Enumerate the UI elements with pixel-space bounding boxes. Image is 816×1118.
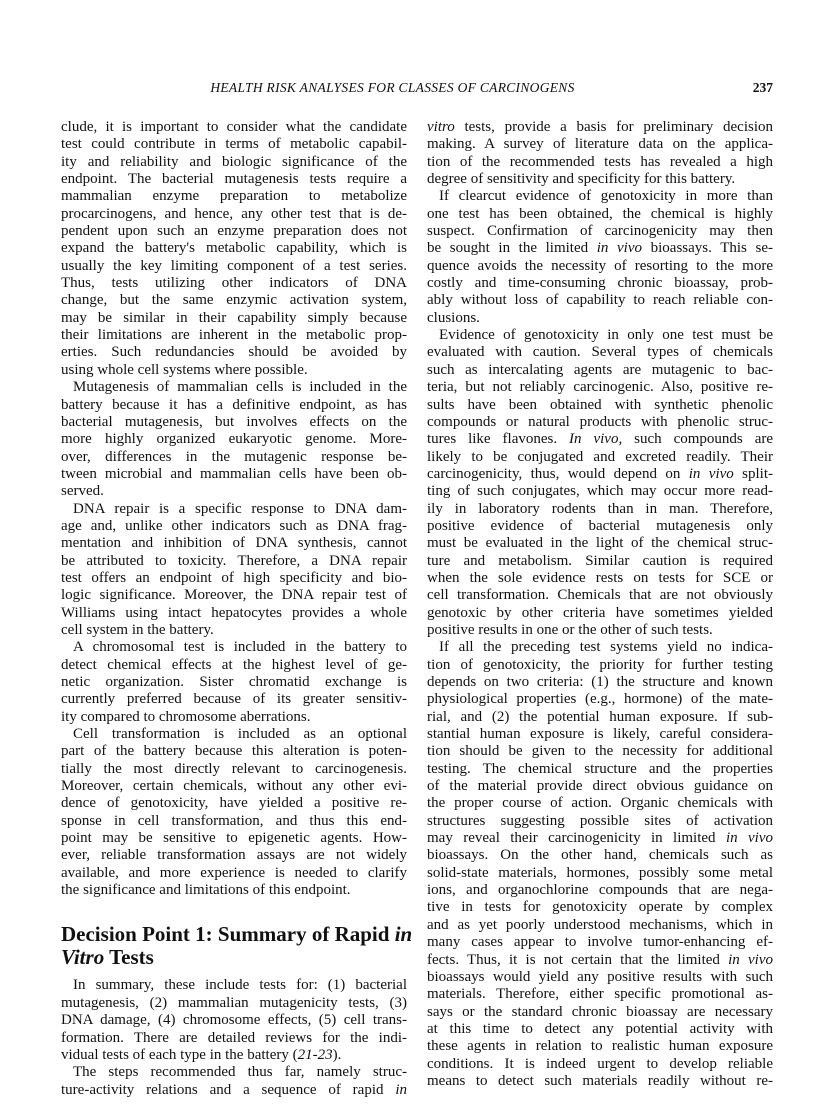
text-run: may be similar in their capability simply because bbox=[61, 309, 407, 326]
italic-text: in vivo bbox=[596, 240, 643, 257]
text-run: ity compared to chromosome aberrations. bbox=[61, 708, 311, 725]
text-run: mutagenesis, (2) mammalian mutagenicity tests, (3) bbox=[61, 994, 407, 1011]
text-run: If all the preceding test systems yield no indica- bbox=[439, 639, 773, 656]
text-run: rial, and (2) the potential human exposure. If sub- bbox=[427, 708, 773, 725]
text-line bbox=[61, 946, 407, 969]
text-run: materials. Therefore, either specific promotional as- bbox=[427, 986, 773, 1003]
text-run: physiological properties (e.g., hormone) of the mate- bbox=[427, 691, 773, 708]
text-line bbox=[427, 414, 773, 431]
text-line bbox=[427, 1004, 773, 1021]
text-line bbox=[61, 605, 407, 622]
right-column bbox=[427, 119, 773, 1090]
text-line bbox=[427, 483, 773, 500]
text-run: fects. Thus, it is not certain that the limited bbox=[427, 951, 729, 968]
text-run: bioassays would yield any positive results with such bbox=[427, 968, 773, 985]
text-run: such compounds are bbox=[622, 431, 774, 448]
text-line bbox=[61, 691, 407, 708]
text-line bbox=[61, 1082, 407, 1099]
text-line bbox=[61, 995, 407, 1012]
text-run: using whole cell systems where possible. bbox=[61, 361, 308, 378]
text-line bbox=[427, 275, 773, 292]
text-run: tion should be given to the necessity for additional bbox=[427, 743, 773, 760]
text-run: available, and more experience is needed to clarify bbox=[61, 864, 407, 881]
text-line bbox=[427, 206, 773, 223]
text-line bbox=[427, 570, 773, 587]
text-run: ting of such conjugates, which may occur more read- bbox=[427, 483, 773, 500]
text-run: sponse in cell transformation, and thus this end- bbox=[61, 812, 407, 829]
text-run: bacterial mutagenesis, but involves effects on the bbox=[61, 413, 407, 430]
text-line bbox=[427, 292, 773, 309]
text-line bbox=[427, 188, 773, 205]
text-line bbox=[427, 605, 773, 622]
text-line bbox=[61, 154, 407, 171]
text-run: depends on two criteria: (1) the structure and known bbox=[427, 674, 773, 690]
paragraph bbox=[427, 188, 773, 327]
text-line bbox=[61, 761, 407, 778]
text-line bbox=[61, 977, 407, 994]
text-line bbox=[61, 622, 407, 639]
text-line bbox=[427, 691, 773, 708]
text-run: may reveal their carcinogenicity in limited bbox=[427, 830, 726, 847]
text-line bbox=[427, 795, 773, 812]
text-run: split- bbox=[733, 465, 774, 482]
text-run: more highly organized eukaryotic genome. More- bbox=[61, 431, 407, 448]
text-line bbox=[61, 587, 407, 604]
text-run: such as intercalating agents are mutagenic to bac- bbox=[427, 361, 773, 378]
paragraph bbox=[61, 379, 407, 500]
text-run: age and, unlike other indicators such as DNA frag- bbox=[61, 517, 407, 534]
text-line bbox=[427, 986, 773, 1003]
text-run: Williams using intact hepatocytes provides a whole bbox=[61, 604, 407, 621]
text-run: ever, reliable transformation assays are not widely bbox=[61, 847, 407, 864]
text-run: many cases appear to involve tumor-enhancing ef- bbox=[427, 934, 773, 951]
text-run: netic organization. Sister chromatid exchange is bbox=[61, 674, 407, 690]
text-run: genotoxic by other criteria have sometimes yielded bbox=[427, 604, 773, 621]
text-run: A chromosomal test is included in the battery to bbox=[73, 639, 407, 656]
text-run: In summary, these include tests for: (1) bacterial bbox=[73, 977, 407, 994]
text-run: procarcinogens, and hence, any other test that is de- bbox=[61, 205, 407, 222]
text-run: compounds or natural products with phenolic struc- bbox=[427, 413, 773, 430]
text-line bbox=[427, 882, 773, 899]
text-run: ity and reliability and biologic significance of the bbox=[61, 153, 407, 170]
text-line bbox=[61, 847, 407, 864]
text-run: DNA repair is a specific response to DNA dam- bbox=[73, 500, 407, 517]
text-line bbox=[427, 431, 773, 448]
text-line bbox=[61, 483, 407, 500]
text-line bbox=[61, 1030, 407, 1047]
text-run: carcinogenicity, thus, would depend on bbox=[427, 465, 689, 482]
text-run: be sought in the limited bbox=[427, 240, 597, 257]
italic-text: in vivo bbox=[728, 951, 773, 968]
text-run: ions, and organochlorine compounds that are nega- bbox=[427, 882, 773, 899]
text-run: tion of the recommended tests has revealed a high bbox=[427, 153, 773, 170]
text-run: formation. There are detailed reviews for the indi- bbox=[61, 1029, 407, 1046]
text-line bbox=[427, 501, 773, 518]
text-run: bioassays. On the other hand, chemicals such as bbox=[427, 847, 773, 864]
text-line bbox=[427, 379, 773, 396]
text-run: If clearcut evidence of genotoxicity in more than bbox=[439, 188, 773, 205]
text-run: ture and metabolism. Similar caution is required bbox=[427, 552, 773, 569]
text-run: cell system in the battery. bbox=[61, 621, 214, 638]
text-line bbox=[427, 327, 773, 344]
text-line bbox=[427, 258, 773, 275]
text-line bbox=[61, 674, 407, 691]
running-title: HEALTH RISK ANALYSES FOR CLASSES OF CARCINOGENS bbox=[210, 80, 575, 95]
italic-text: in vivo bbox=[688, 465, 734, 482]
text-line bbox=[427, 310, 773, 327]
text-line bbox=[427, 830, 773, 847]
text-run: at this time to detect any potential activity with bbox=[427, 1020, 773, 1037]
text-run: sults have been obtained with synthetic phenolic bbox=[427, 396, 773, 413]
italic-text: in bbox=[395, 1081, 407, 1098]
running-header bbox=[62, 80, 773, 98]
text-run: ture-activity relations and a sequence of rapid bbox=[61, 1081, 396, 1098]
text-line bbox=[61, 882, 407, 899]
text-line bbox=[427, 743, 773, 760]
paragraph bbox=[427, 639, 773, 1090]
text-run: erties. Such redundancies should be avoided by bbox=[61, 344, 407, 361]
text-line bbox=[61, 813, 407, 830]
text-line bbox=[427, 136, 773, 153]
text-run: structures suggesting possible sites of activation bbox=[427, 812, 773, 829]
text-run: testing. The chemical structure and the properties bbox=[427, 760, 773, 777]
text-run: positive evidence of bacterial mutagenesis only bbox=[427, 517, 773, 534]
text-run: suspect. Confirmation of carcinogenicity may then bbox=[427, 223, 773, 240]
text-line bbox=[427, 119, 773, 136]
text-run: dence of genotoxicity, have yielded a positive re- bbox=[61, 795, 407, 812]
text-run: quence avoids the necessity of resorting to the more bbox=[427, 257, 773, 274]
text-line bbox=[427, 952, 773, 969]
text-run: DNA damage, (4) chromosome effects, (5) cell trans- bbox=[61, 1012, 407, 1029]
paragraph bbox=[61, 501, 407, 640]
paragraph bbox=[61, 1064, 407, 1099]
text-run: and as yet poorly understood mechanisms, which in bbox=[427, 916, 773, 933]
text-run: says or the standard chronic bioassay are necessary bbox=[427, 1003, 773, 1020]
text-run: positive results in one or the other of such tests. bbox=[427, 621, 713, 638]
text-line bbox=[427, 917, 773, 934]
page-number: 237 bbox=[752, 80, 773, 95]
text-line bbox=[427, 865, 773, 882]
text-line bbox=[61, 310, 407, 327]
left-column bbox=[61, 119, 413, 1099]
text-run: Mutagenesis of mammalian cells is included in the bbox=[73, 379, 407, 396]
text-run: ). bbox=[332, 1046, 342, 1063]
text-line bbox=[427, 761, 773, 778]
text-line bbox=[427, 657, 773, 674]
text-run: ably without loss of capability to reach reliable con- bbox=[427, 292, 773, 309]
text-line bbox=[61, 119, 407, 136]
text-run: Cell transformation is included as an optional bbox=[73, 726, 407, 743]
text-line bbox=[61, 865, 407, 882]
text-run: ily in laboratory rodents than in man. Therefore, bbox=[427, 500, 773, 517]
text-line bbox=[61, 292, 407, 309]
text-line bbox=[61, 1064, 407, 1081]
text-line bbox=[427, 934, 773, 951]
text-line bbox=[427, 344, 773, 361]
text-run: Evidence of genotoxicity in only one test must be bbox=[439, 327, 773, 344]
text-run: likely to be conjugated and excreted readily. Their bbox=[427, 448, 773, 465]
text-run: Thus, tests utilizing other indicators of DNA bbox=[61, 275, 407, 292]
text-run: detect chemical effects at the highest level of ge- bbox=[61, 656, 407, 673]
text-run: mammalian enzyme preparation to metabolize bbox=[61, 188, 407, 205]
text-line bbox=[427, 639, 773, 656]
text-line bbox=[427, 587, 773, 604]
text-run: mentation and inhibition of DNA synthesis, cannot bbox=[61, 535, 407, 552]
text-line bbox=[61, 570, 407, 587]
text-line bbox=[427, 622, 773, 639]
text-run: tion of genotoxicity, the priority for further testing bbox=[427, 656, 773, 673]
text-line bbox=[61, 743, 407, 760]
text-run: making. A survey of literature data on the applica- bbox=[427, 136, 773, 153]
text-line bbox=[427, 778, 773, 795]
text-run: part of the battery because this alteration is poten- bbox=[61, 743, 407, 760]
text-line bbox=[61, 397, 407, 414]
text-run: change, but the same enzymic activation system, bbox=[61, 292, 407, 309]
text-line bbox=[61, 518, 407, 535]
text-run: vidual tests of each type in the battery ( bbox=[61, 1046, 298, 1063]
text-line bbox=[61, 535, 407, 552]
text-line bbox=[427, 709, 773, 726]
text-line bbox=[61, 639, 407, 656]
text-run: clusions. bbox=[427, 309, 480, 326]
text-run: teria, but not reliably carcinogenic. Also, positive re- bbox=[427, 379, 773, 396]
text-run: conditions. It is indeed urgent to develop reliable bbox=[427, 1055, 773, 1072]
text-line bbox=[61, 449, 407, 466]
text-run: Tests bbox=[104, 945, 154, 970]
text-run: these agents in relation to realistic human exposure bbox=[427, 1038, 773, 1055]
section-heading bbox=[61, 922, 413, 970]
text-line bbox=[61, 922, 413, 947]
italic-text: Vitro bbox=[61, 945, 105, 970]
text-run: test offers an endpoint of high specificity and bio- bbox=[61, 569, 407, 586]
text-run: tests, provide a basis for preliminary decision bbox=[454, 119, 773, 135]
text-line bbox=[61, 240, 407, 257]
text-line bbox=[427, 1073, 773, 1090]
text-line bbox=[61, 171, 407, 188]
text-run: means to detect such materials readily without re- bbox=[427, 1072, 773, 1089]
text-line bbox=[61, 206, 407, 223]
text-line bbox=[427, 518, 773, 535]
text-run: Moreover, certain chemicals, without any other evi- bbox=[61, 778, 407, 795]
italic-text: vitro bbox=[427, 119, 455, 135]
paragraph bbox=[61, 119, 407, 379]
text-run: tive in tests for genotoxicity operate by complex bbox=[427, 899, 773, 916]
text-line bbox=[61, 657, 407, 674]
text-line bbox=[61, 553, 407, 570]
text-run: bioassays. This se- bbox=[642, 240, 773, 257]
text-run: when the sole evidence rests on tests for SCE or bbox=[427, 569, 773, 586]
italic-text: in vivo bbox=[725, 830, 773, 847]
text-line bbox=[61, 136, 407, 153]
text-line bbox=[61, 830, 407, 847]
text-line bbox=[61, 778, 407, 795]
text-run: pendent upon such an enzyme preparation does not bbox=[61, 223, 407, 240]
text-line bbox=[427, 1021, 773, 1038]
text-run: stantial human exposure is likely, careful considera- bbox=[427, 726, 773, 743]
text-run: The steps recommended thus far, namely struc- bbox=[73, 1064, 407, 1081]
paragraph bbox=[61, 977, 407, 1064]
italic-text: in bbox=[394, 922, 413, 947]
text-run: evaluated with caution. Several types of chemicals bbox=[427, 344, 773, 361]
text-line bbox=[427, 535, 773, 552]
text-run: must be evaluated in the light of the chemical struc- bbox=[427, 535, 773, 552]
text-line bbox=[427, 466, 773, 483]
text-line bbox=[61, 258, 407, 275]
text-run: the significance and limitations of this endpoint. bbox=[61, 882, 351, 899]
text-run: currently preferred because of its greater sensitiv- bbox=[61, 691, 407, 708]
text-line bbox=[61, 709, 407, 726]
text-run: of the material provide direct obvious guidance on bbox=[427, 778, 773, 795]
text-run: one test has been obtained, the chemical is highly bbox=[427, 205, 773, 222]
paragraph bbox=[427, 119, 773, 188]
text-line bbox=[61, 362, 407, 379]
italic-text: 21-23 bbox=[297, 1046, 333, 1063]
text-run: served. bbox=[61, 483, 104, 500]
text-line bbox=[427, 899, 773, 916]
text-run: battery because it has a definitive endpoint, as has bbox=[61, 396, 407, 413]
text-line bbox=[427, 553, 773, 570]
text-run: endpoint. The bacterial mutagenesis tests require a bbox=[61, 171, 407, 188]
text-line bbox=[427, 1056, 773, 1073]
text-run: clude, it is important to consider what the candidate bbox=[61, 119, 407, 135]
text-run: test could contribute in terms of metabolic capabil- bbox=[61, 136, 407, 153]
paragraph bbox=[427, 327, 773, 639]
text-run: their limitations are inherent in the metabolic prop- bbox=[61, 327, 407, 344]
text-line bbox=[427, 362, 773, 379]
text-line bbox=[427, 969, 773, 986]
text-line bbox=[427, 847, 773, 864]
text-line bbox=[427, 813, 773, 830]
text-run: cell transformation. Chemicals that are not obviously bbox=[427, 587, 773, 604]
text-run: expand the battery's metabolic capability, which is bbox=[61, 240, 407, 257]
text-line bbox=[427, 726, 773, 743]
text-run: over, differences in the mutagenic response be- bbox=[61, 448, 407, 465]
text-line bbox=[61, 344, 407, 361]
text-run: tially the most directly relevant to carcinogenesis. bbox=[61, 760, 407, 777]
text-line bbox=[61, 466, 407, 483]
paragraph bbox=[61, 639, 407, 726]
text-line bbox=[61, 726, 407, 743]
text-run: tures like flavones. bbox=[427, 431, 570, 448]
text-line bbox=[61, 223, 407, 240]
paragraph bbox=[61, 726, 407, 899]
text-line bbox=[61, 1012, 407, 1029]
text-run: degree of sensitivity and specificity for this battery. bbox=[427, 171, 736, 188]
text-line bbox=[61, 379, 407, 396]
text-line bbox=[61, 431, 407, 448]
text-line bbox=[61, 795, 407, 812]
text-line bbox=[427, 449, 773, 466]
text-run: point may be sensitive to epigenetic agents. How- bbox=[61, 830, 407, 847]
text-run: logic significance. Moreover, the DNA repair test of bbox=[61, 587, 407, 604]
text-run: be attributed to toxicity. Therefore, a DNA repair bbox=[61, 552, 407, 569]
text-line bbox=[427, 1038, 773, 1055]
text-line bbox=[61, 327, 407, 344]
text-line bbox=[427, 397, 773, 414]
text-run: the proper course of action. Organic chemicals with bbox=[427, 795, 773, 812]
text-line bbox=[61, 414, 407, 431]
text-run: tween microbial and mammalian cells have been ob- bbox=[61, 465, 407, 482]
text-line bbox=[61, 1047, 407, 1064]
text-line bbox=[61, 188, 407, 205]
text-line bbox=[427, 223, 773, 240]
text-line bbox=[427, 240, 773, 257]
text-line bbox=[427, 154, 773, 171]
text-run: Decision Point 1: Summary of Rapid bbox=[61, 922, 395, 947]
text-run: usually the key limiting component of a test series. bbox=[61, 257, 407, 274]
text-run: solid-state materials, hormones, possibly some metal bbox=[427, 864, 773, 881]
text-line bbox=[61, 501, 407, 518]
italic-text: In vivo, bbox=[569, 431, 623, 448]
text-line bbox=[61, 275, 407, 292]
text-line bbox=[427, 674, 773, 691]
text-line bbox=[427, 171, 773, 188]
text-run: costly and time-consuming chronic bioassay, prob- bbox=[427, 275, 773, 292]
